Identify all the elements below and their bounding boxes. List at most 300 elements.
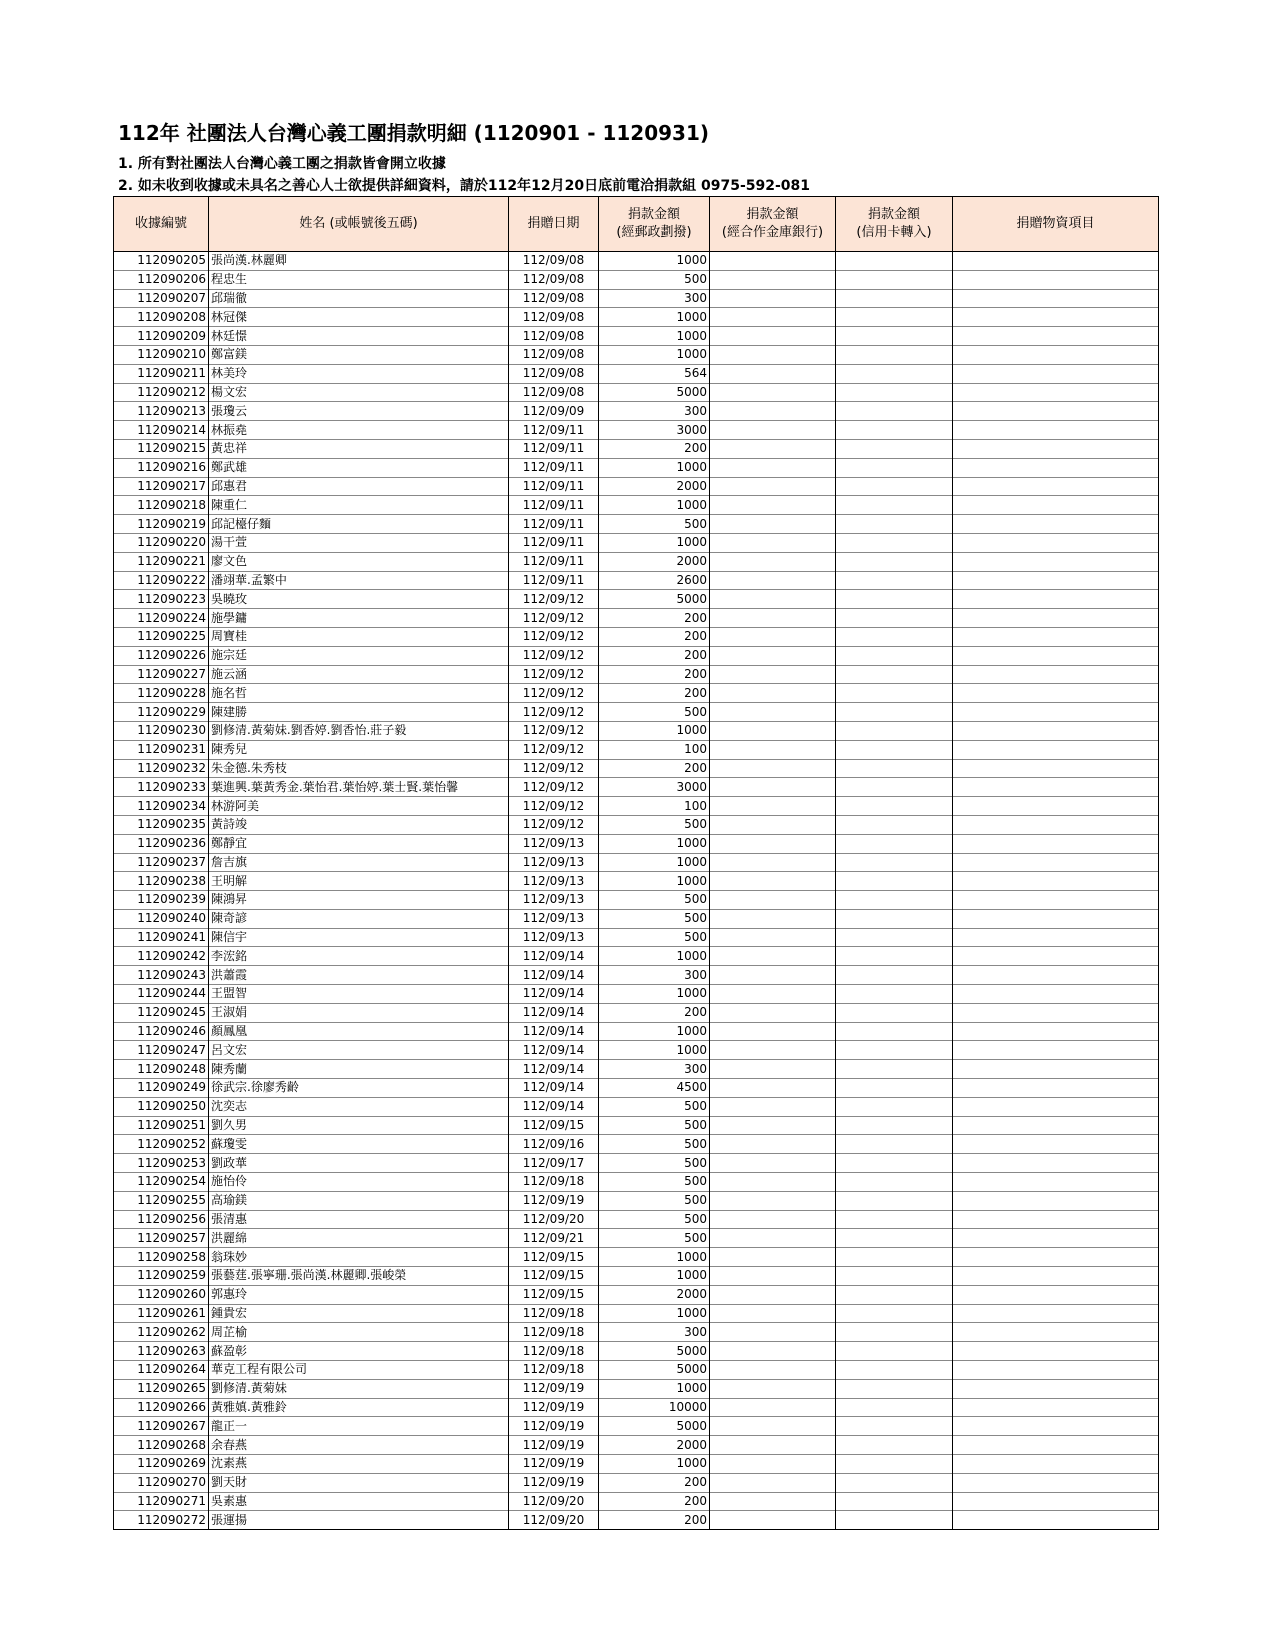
cell-amount-post: 500 xyxy=(599,1116,710,1135)
cell-date: 112/09/12 xyxy=(509,778,599,797)
cell-amount-post: 200 xyxy=(599,627,710,646)
cell-amount-card xyxy=(836,1342,953,1361)
cell-name: 洪麗綿 xyxy=(209,1229,509,1248)
cell-receipt-no: 112090251 xyxy=(114,1116,209,1135)
cell-goods xyxy=(953,1173,1159,1192)
cell-receipt-no: 112090218 xyxy=(114,496,209,515)
cell-receipt-no: 112090238 xyxy=(114,872,209,891)
cell-receipt-no: 112090264 xyxy=(114,1361,209,1380)
cell-date: 112/09/15 xyxy=(509,1285,599,1304)
cell-date: 112/09/12 xyxy=(509,590,599,609)
cell-goods xyxy=(953,1398,1159,1417)
cell-goods xyxy=(953,853,1159,872)
cell-amount-card xyxy=(836,421,953,440)
cell-goods xyxy=(953,1041,1159,1060)
cell-amount-card xyxy=(836,1135,953,1154)
cell-date: 112/09/11 xyxy=(509,421,599,440)
cell-receipt-no: 112090233 xyxy=(114,778,209,797)
cell-date: 112/09/13 xyxy=(509,872,599,891)
cell-name: 鄭武雄 xyxy=(209,458,509,477)
cell-amount-card xyxy=(836,1473,953,1492)
cell-name: 劉修清.黃菊妹.劉香婷.劉香怡.莊子毅 xyxy=(209,721,509,740)
cell-date: 112/09/15 xyxy=(509,1267,599,1286)
cell-amount-card xyxy=(836,609,953,628)
cell-goods xyxy=(953,778,1159,797)
cell-goods xyxy=(953,552,1159,571)
cell-goods xyxy=(953,439,1159,458)
cell-amount-card xyxy=(836,778,953,797)
cell-amount-coop xyxy=(710,928,836,947)
cell-name: 王淑娟 xyxy=(209,1003,509,1022)
cell-goods xyxy=(953,985,1159,1004)
cell-name: 張尚漢.林麗卿 xyxy=(209,252,509,271)
cell-amount-card xyxy=(836,1361,953,1380)
cell-amount-card xyxy=(836,1041,953,1060)
cell-amount-card xyxy=(836,327,953,346)
cell-name: 葉進興.葉黃秀金.葉怡君.葉怡婷.葉士賢.葉怡馨 xyxy=(209,778,509,797)
cell-date: 112/09/20 xyxy=(509,1511,599,1530)
cell-amount-post: 5000 xyxy=(599,1417,710,1436)
cell-amount-coop xyxy=(710,590,836,609)
cell-amount-coop xyxy=(710,402,836,421)
cell-amount-post: 5000 xyxy=(599,383,710,402)
cell-date: 112/09/18 xyxy=(509,1173,599,1192)
cell-amount-post: 5000 xyxy=(599,1361,710,1380)
cell-date: 112/09/20 xyxy=(509,1210,599,1229)
cell-goods xyxy=(953,571,1159,590)
table-row xyxy=(114,740,1159,759)
table-row xyxy=(114,1191,1159,1210)
cell-name: 湯干萱 xyxy=(209,533,509,552)
cell-date: 112/09/16 xyxy=(509,1135,599,1154)
cell-name: 邱瑞徹 xyxy=(209,289,509,308)
cell-amount-post: 500 xyxy=(599,515,710,534)
cell-amount-post: 300 xyxy=(599,1323,710,1342)
table-row xyxy=(114,1229,1159,1248)
cell-amount-coop xyxy=(710,439,836,458)
cell-amount-coop xyxy=(710,609,836,628)
cell-amount-post: 1000 xyxy=(599,496,710,515)
cell-name: 翁珠妙 xyxy=(209,1248,509,1267)
cell-name: 蘇盈彰 xyxy=(209,1342,509,1361)
cell-amount-post: 500 xyxy=(599,891,710,910)
cell-name: 王明解 xyxy=(209,872,509,891)
cell-receipt-no: 112090245 xyxy=(114,1003,209,1022)
cell-goods xyxy=(953,383,1159,402)
cell-goods xyxy=(953,1210,1159,1229)
cell-goods xyxy=(953,684,1159,703)
cell-amount-coop xyxy=(710,947,836,966)
cell-goods xyxy=(953,1285,1159,1304)
cell-amount-coop xyxy=(710,1267,836,1286)
cell-goods xyxy=(953,1116,1159,1135)
cell-name: 吳曉玫 xyxy=(209,590,509,609)
cell-amount-card xyxy=(836,1079,953,1098)
cell-amount-coop xyxy=(710,1361,836,1380)
cell-goods xyxy=(953,928,1159,947)
table-row xyxy=(114,533,1159,552)
cell-amount-post: 500 xyxy=(599,703,710,722)
cell-date: 112/09/12 xyxy=(509,627,599,646)
cell-amount-coop xyxy=(710,327,836,346)
cell-amount-post: 300 xyxy=(599,289,710,308)
table-row xyxy=(114,439,1159,458)
cell-receipt-no: 112090224 xyxy=(114,609,209,628)
cell-receipt-no: 112090217 xyxy=(114,477,209,496)
cell-amount-coop xyxy=(710,1116,836,1135)
cell-amount-coop xyxy=(710,684,836,703)
cell-receipt-no: 112090209 xyxy=(114,327,209,346)
cell-amount-coop xyxy=(710,834,836,853)
table-row xyxy=(114,458,1159,477)
cell-receipt-no: 112090234 xyxy=(114,797,209,816)
cell-name: 陳秀兒 xyxy=(209,740,509,759)
table-row xyxy=(114,1079,1159,1098)
cell-goods xyxy=(953,345,1159,364)
cell-name: 高瑜鎂 xyxy=(209,1191,509,1210)
cell-amount-post: 1000 xyxy=(599,853,710,872)
table-row xyxy=(114,834,1159,853)
table-row xyxy=(114,947,1159,966)
cell-amount-coop xyxy=(710,627,836,646)
table-row xyxy=(114,909,1159,928)
cell-amount-card xyxy=(836,1191,953,1210)
cell-amount-card xyxy=(836,1285,953,1304)
cell-amount-coop xyxy=(710,1003,836,1022)
cell-amount-card xyxy=(836,1003,953,1022)
cell-amount-card xyxy=(836,552,953,571)
cell-amount-post: 2000 xyxy=(599,477,710,496)
cell-name: 施怡伶 xyxy=(209,1173,509,1192)
table-row xyxy=(114,872,1159,891)
cell-name: 陳奇諺 xyxy=(209,909,509,928)
cell-date: 112/09/14 xyxy=(509,947,599,966)
cell-date: 112/09/14 xyxy=(509,1060,599,1079)
cell-amount-coop xyxy=(710,1229,836,1248)
header-amount-coop: 捐款金額 (經合作金庫銀行) xyxy=(710,197,836,252)
cell-amount-card xyxy=(836,1210,953,1229)
cell-name: 王盟智 xyxy=(209,985,509,1004)
cell-date: 112/09/12 xyxy=(509,759,599,778)
cell-amount-post: 1000 xyxy=(599,1248,710,1267)
cell-goods xyxy=(953,421,1159,440)
cell-goods xyxy=(953,1492,1159,1511)
cell-amount-post: 1000 xyxy=(599,1267,710,1286)
table-row xyxy=(114,496,1159,515)
cell-amount-coop xyxy=(710,891,836,910)
cell-goods xyxy=(953,1097,1159,1116)
cell-receipt-no: 112090244 xyxy=(114,985,209,1004)
cell-receipt-no: 112090269 xyxy=(114,1455,209,1474)
cell-goods xyxy=(953,1022,1159,1041)
cell-name: 鄭富鎂 xyxy=(209,345,509,364)
cell-receipt-no: 112090272 xyxy=(114,1511,209,1530)
cell-amount-post: 564 xyxy=(599,364,710,383)
cell-amount-card xyxy=(836,815,953,834)
table-row xyxy=(114,1135,1159,1154)
cell-amount-post: 200 xyxy=(599,609,710,628)
cell-amount-coop xyxy=(710,1248,836,1267)
cell-goods xyxy=(953,1455,1159,1474)
cell-goods xyxy=(953,1473,1159,1492)
cell-receipt-no: 112090249 xyxy=(114,1079,209,1098)
cell-goods xyxy=(953,1323,1159,1342)
cell-amount-coop xyxy=(710,966,836,985)
table-row xyxy=(114,1361,1159,1380)
cell-date: 112/09/12 xyxy=(509,609,599,628)
cell-receipt-no: 112090211 xyxy=(114,364,209,383)
cell-amount-coop xyxy=(710,1173,836,1192)
table-row xyxy=(114,646,1159,665)
cell-amount-card xyxy=(836,533,953,552)
cell-amount-coop xyxy=(710,853,836,872)
header-date: 捐贈日期 xyxy=(509,197,599,252)
cell-amount-card xyxy=(836,1173,953,1192)
cell-date: 112/09/15 xyxy=(509,1116,599,1135)
cell-amount-coop xyxy=(710,308,836,327)
table-row xyxy=(114,1248,1159,1267)
cell-amount-card xyxy=(836,947,953,966)
cell-receipt-no: 112090232 xyxy=(114,759,209,778)
table-row xyxy=(114,327,1159,346)
cell-amount-card xyxy=(836,1304,953,1323)
cell-amount-coop xyxy=(710,1398,836,1417)
cell-amount-coop xyxy=(710,1455,836,1474)
cell-amount-coop xyxy=(710,1379,836,1398)
cell-date: 112/09/14 xyxy=(509,1003,599,1022)
cell-date: 112/09/14 xyxy=(509,1097,599,1116)
cell-goods xyxy=(953,627,1159,646)
header-goods: 捐贈物資項目 xyxy=(953,197,1159,252)
cell-amount-post: 500 xyxy=(599,815,710,834)
cell-date: 112/09/13 xyxy=(509,853,599,872)
cell-goods xyxy=(953,665,1159,684)
cell-goods xyxy=(953,891,1159,910)
cell-amount-card xyxy=(836,759,953,778)
cell-goods xyxy=(953,327,1159,346)
cell-receipt-no: 112090263 xyxy=(114,1342,209,1361)
cell-amount-post: 1000 xyxy=(599,1379,710,1398)
cell-goods xyxy=(953,909,1159,928)
cell-amount-coop xyxy=(710,665,836,684)
cell-date: 112/09/19 xyxy=(509,1473,599,1492)
cell-amount-coop xyxy=(710,815,836,834)
cell-receipt-no: 112090207 xyxy=(114,289,209,308)
cell-amount-post: 5000 xyxy=(599,1342,710,1361)
cell-amount-coop xyxy=(710,646,836,665)
cell-amount-post: 100 xyxy=(599,797,710,816)
cell-date: 112/09/14 xyxy=(509,966,599,985)
cell-receipt-no: 112090237 xyxy=(114,853,209,872)
cell-name: 朱金德.朱秀枝 xyxy=(209,759,509,778)
cell-goods xyxy=(953,872,1159,891)
cell-name: 陳建勝 xyxy=(209,703,509,722)
cell-name: 黃忠祥 xyxy=(209,439,509,458)
cell-amount-post: 200 xyxy=(599,439,710,458)
cell-name: 陳鴻昇 xyxy=(209,891,509,910)
cell-goods xyxy=(953,721,1159,740)
cell-date: 112/09/19 xyxy=(509,1436,599,1455)
cell-goods xyxy=(953,1436,1159,1455)
header-name: 姓名 (或帳號後五碼) xyxy=(209,197,509,252)
table-row xyxy=(114,1304,1159,1323)
table-row xyxy=(114,364,1159,383)
cell-name: 林美玲 xyxy=(209,364,509,383)
cell-amount-card xyxy=(836,1097,953,1116)
cell-amount-coop xyxy=(710,364,836,383)
cell-receipt-no: 112090215 xyxy=(114,439,209,458)
cell-amount-coop xyxy=(710,1323,836,1342)
cell-name: 黃雅嫃.黃雅鈴 xyxy=(209,1398,509,1417)
cell-receipt-no: 112090248 xyxy=(114,1060,209,1079)
cell-amount-post: 500 xyxy=(599,1135,710,1154)
cell-amount-coop xyxy=(710,252,836,271)
cell-name: 洪蕭霞 xyxy=(209,966,509,985)
cell-amount-coop xyxy=(710,1154,836,1173)
cell-amount-post: 500 xyxy=(599,1097,710,1116)
table-row xyxy=(114,759,1159,778)
cell-amount-post: 200 xyxy=(599,684,710,703)
cell-amount-card xyxy=(836,797,953,816)
cell-receipt-no: 112090253 xyxy=(114,1154,209,1173)
cell-date: 112/09/19 xyxy=(509,1379,599,1398)
cell-amount-coop xyxy=(710,1285,836,1304)
cell-receipt-no: 112090271 xyxy=(114,1492,209,1511)
cell-amount-post: 4500 xyxy=(599,1079,710,1098)
cell-amount-card xyxy=(836,1379,953,1398)
cell-name: 施名哲 xyxy=(209,684,509,703)
cell-amount-post: 500 xyxy=(599,909,710,928)
cell-amount-post: 100 xyxy=(599,740,710,759)
cell-name: 龍正一 xyxy=(209,1417,509,1436)
cell-amount-card xyxy=(836,740,953,759)
cell-amount-post: 5000 xyxy=(599,590,710,609)
cell-name: 余春燕 xyxy=(209,1436,509,1455)
cell-name: 邱記檯仔麵 xyxy=(209,515,509,534)
cell-name: 林游阿美 xyxy=(209,797,509,816)
table-row xyxy=(114,627,1159,646)
cell-name: 鍾貴宏 xyxy=(209,1304,509,1323)
cell-receipt-no: 112090258 xyxy=(114,1248,209,1267)
cell-amount-card xyxy=(836,853,953,872)
cell-date: 112/09/13 xyxy=(509,909,599,928)
cell-date: 112/09/11 xyxy=(509,458,599,477)
cell-receipt-no: 112090208 xyxy=(114,308,209,327)
cell-amount-coop xyxy=(710,571,836,590)
cell-amount-post: 1000 xyxy=(599,721,710,740)
cell-date: 112/09/08 xyxy=(509,364,599,383)
cell-amount-card xyxy=(836,684,953,703)
cell-goods xyxy=(953,740,1159,759)
cell-goods xyxy=(953,1511,1159,1530)
cell-amount-coop xyxy=(710,1079,836,1098)
cell-name: 劉天財 xyxy=(209,1473,509,1492)
cell-receipt-no: 112090242 xyxy=(114,947,209,966)
cell-receipt-no: 112090228 xyxy=(114,684,209,703)
table-row xyxy=(114,1003,1159,1022)
table-body xyxy=(114,252,1159,1530)
cell-amount-post: 200 xyxy=(599,665,710,684)
table-row xyxy=(114,684,1159,703)
table-row xyxy=(114,721,1159,740)
cell-goods xyxy=(953,1417,1159,1436)
cell-name: 呂文宏 xyxy=(209,1041,509,1060)
cell-amount-coop xyxy=(710,721,836,740)
cell-receipt-no: 112090219 xyxy=(114,515,209,534)
cell-name: 周寶桂 xyxy=(209,627,509,646)
table-row xyxy=(114,1285,1159,1304)
table-row xyxy=(114,421,1159,440)
cell-amount-card xyxy=(836,308,953,327)
cell-amount-post: 1000 xyxy=(599,872,710,891)
cell-goods xyxy=(953,646,1159,665)
cell-name: 廖文色 xyxy=(209,552,509,571)
cell-amount-card xyxy=(836,1417,953,1436)
table-row xyxy=(114,797,1159,816)
cell-date: 112/09/21 xyxy=(509,1229,599,1248)
cell-goods xyxy=(953,1003,1159,1022)
cell-amount-post: 1000 xyxy=(599,458,710,477)
table-row xyxy=(114,778,1159,797)
cell-amount-post: 2000 xyxy=(599,1285,710,1304)
cell-goods xyxy=(953,1361,1159,1380)
table-row xyxy=(114,1511,1159,1530)
cell-amount-card xyxy=(836,439,953,458)
cell-name: 顏鳳凰 xyxy=(209,1022,509,1041)
cell-name: 林冠傑 xyxy=(209,308,509,327)
cell-date: 112/09/08 xyxy=(509,252,599,271)
cell-name: 華克工程有限公司 xyxy=(209,1361,509,1380)
table-row xyxy=(114,515,1159,534)
cell-amount-card xyxy=(836,1060,953,1079)
cell-amount-coop xyxy=(710,1191,836,1210)
table-row xyxy=(114,289,1159,308)
cell-amount-coop xyxy=(710,740,836,759)
cell-goods xyxy=(953,759,1159,778)
table-row xyxy=(114,1455,1159,1474)
cell-amount-card xyxy=(836,345,953,364)
cell-amount-post: 200 xyxy=(599,646,710,665)
cell-goods xyxy=(953,496,1159,515)
cell-amount-post: 200 xyxy=(599,759,710,778)
cell-amount-card xyxy=(836,458,953,477)
cell-name: 陳重仁 xyxy=(209,496,509,515)
cell-name: 詹吉旗 xyxy=(209,853,509,872)
cell-receipt-no: 112090255 xyxy=(114,1191,209,1210)
table-row xyxy=(114,1022,1159,1041)
cell-amount-coop xyxy=(710,552,836,571)
cell-name: 徐武宗.徐廖秀齡 xyxy=(209,1079,509,1098)
cell-amount-post: 500 xyxy=(599,1229,710,1248)
cell-date: 112/09/14 xyxy=(509,1041,599,1060)
cell-receipt-no: 112090220 xyxy=(114,533,209,552)
cell-amount-coop xyxy=(710,1135,836,1154)
cell-amount-coop xyxy=(710,1022,836,1041)
cell-amount-card xyxy=(836,721,953,740)
cell-amount-coop xyxy=(710,909,836,928)
cell-amount-card xyxy=(836,985,953,1004)
cell-amount-card xyxy=(836,627,953,646)
cell-amount-card xyxy=(836,270,953,289)
cell-amount-post: 1000 xyxy=(599,327,710,346)
cell-goods xyxy=(953,1248,1159,1267)
cell-amount-card xyxy=(836,646,953,665)
cell-date: 112/09/14 xyxy=(509,985,599,1004)
cell-amount-card xyxy=(836,1398,953,1417)
cell-amount-coop xyxy=(710,703,836,722)
cell-amount-card xyxy=(836,590,953,609)
cell-amount-coop xyxy=(710,1492,836,1511)
